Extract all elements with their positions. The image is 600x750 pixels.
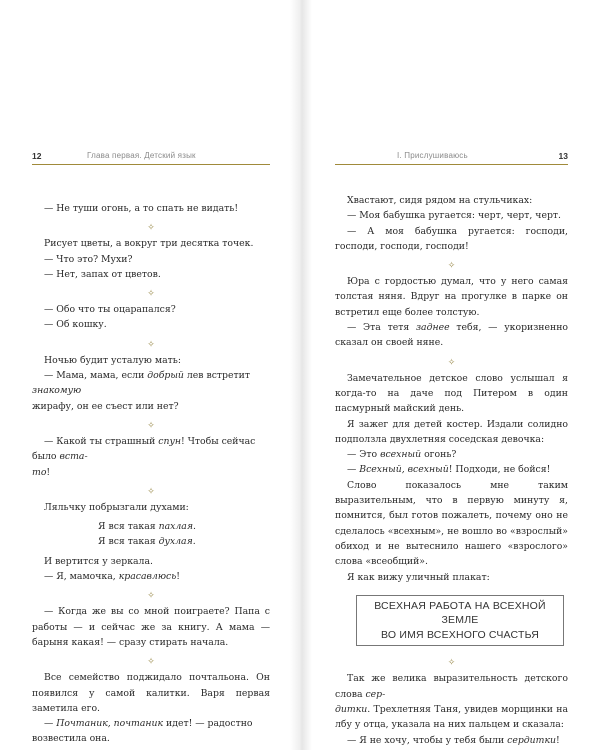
paragraph: И вертится у зеркала. — [44, 555, 153, 567]
separator-ornament-icon: ✧ — [447, 261, 456, 272]
paragraph: Замечательное детское слово услышал я когда-то на даче под Питером в один пасмурный майский день. — [335, 372, 568, 415]
chapter-title: Глава первая. Детский язык — [87, 151, 196, 160]
paragraph: — Я не хочу, чтобы у тебя были сердитки! — [347, 734, 560, 746]
poem: Я вся такая пахлая. Я вся такая духлая. — [98, 521, 196, 548]
book-gutter — [290, 0, 312, 750]
paragraph: — Почтаник, почтаник идет! — радостно возвестила она. — [32, 718, 253, 745]
paragraph: Ляльчку побрызгали духами: — [44, 501, 189, 513]
paragraph: — Мама, мама, если добрый лев встретит знакомую жирафу, он ее съест или нет? — [32, 370, 250, 412]
paragraph: Я как вижу уличный плакат: — [347, 571, 490, 583]
paragraph: Все семейство поджидало почтальона. Он появился у самой калитки. Варя первая заметила его. — [32, 672, 270, 714]
paragraph: Я зажег для детей костер. Издали солидно подползла двухлетняя соседская девочка: — [335, 418, 568, 445]
left-page — [32, 148, 270, 747]
paragraph: Хвастают, сидя рядом на стульчиках: — [347, 195, 533, 206]
paragraph: — Не туши огонь, а то спать не видать! — [44, 203, 239, 214]
paragraph: — Обо что ты оцарапался? — [44, 304, 176, 316]
paragraph: — А моя бабушка ругается: господи, господи, господи, господи! — [335, 225, 568, 252]
poster-line: ВСЕХНАЯ РАБОТА НА ВСЕХНОЙ ЗЕМЛЕ — [374, 599, 546, 627]
right-running-head — [335, 148, 568, 165]
paragraph: — Моя бабушка ругается: черт, черт, черт. — [347, 210, 561, 222]
separator-ornament-icon: ✧ — [147, 420, 155, 431]
separator-ornament-icon: ✧ — [147, 339, 155, 350]
paragraph: — Об кошку. — [44, 319, 107, 331]
separator-ornament-icon: ✧ — [147, 223, 155, 234]
separator-ornament-icon: ✧ — [447, 357, 456, 368]
paragraph: Юра с гордостью думал, что у него самая толстая няня. Вдруг на прогулке в парке он встретил еще более толстую. — [335, 276, 568, 318]
separator-ornament-icon: ✧ — [147, 289, 155, 300]
paragraph: — Что это? Мухи? — [44, 253, 133, 265]
page-number: 12 — [32, 151, 42, 161]
paragraph: Слово показалось мне таким выразительным, что в первую минуту я, помнится, был готов пожалеть, почему оно не сделалось «всехным», не вошло во «взрослый» обиход и не вытеснило нашего «взрослого» слова «всеобщий». — [335, 479, 568, 568]
right-page-text — [335, 165, 568, 748]
paragraph: — Я, мамочка, красавлюсь! — [44, 571, 181, 583]
poster-line: ВО ИМЯ ВСЕХНОГО СЧАСТЬЯ — [381, 628, 539, 641]
paragraph: Рисует цветы, а вокруг три десятка точек. — [44, 238, 254, 250]
left-page-text — [32, 165, 270, 747]
separator-ornament-icon: ✧ — [447, 658, 456, 669]
separator-ornament-icon: ✧ — [147, 657, 155, 668]
separator-ornament-icon: ✧ — [147, 591, 155, 602]
paragraph: — Какой ты страшный спун! Чтобы сейчас было вста- то! — [32, 435, 256, 478]
right-page — [335, 148, 568, 748]
left-running-head — [32, 148, 270, 165]
paragraph: — Эта тетя заднее тебя, — укоризненно сказал он своей няне. — [335, 322, 568, 349]
separator-ornament-icon: ✧ — [147, 486, 155, 497]
page-number: 13 — [558, 151, 568, 161]
paragraph: — Когда же вы со мной поиграете? Папа с работы — и сейчас же за книгу. А мама — барыня какая! — сразу стирать начала. — [32, 606, 270, 648]
paragraph: — Всехный, всехный! Подходи, не бойся! — [347, 464, 551, 476]
paragraph: — Нет, запах от цветов. — [44, 268, 161, 280]
chapter-title: I. Прислушиваюсь — [397, 151, 468, 160]
street-poster — [356, 595, 564, 647]
paragraph: Ночью будит усталую мать: — [44, 354, 181, 366]
paragraph: Так же велика выразительность детского слова сер- дитки. Трехлетняя Таня, увидев морщинки на лбу у отца, указала на них пальцем и сказала: — [335, 673, 568, 731]
paragraph: — Это всехный огонь? — [347, 449, 457, 461]
